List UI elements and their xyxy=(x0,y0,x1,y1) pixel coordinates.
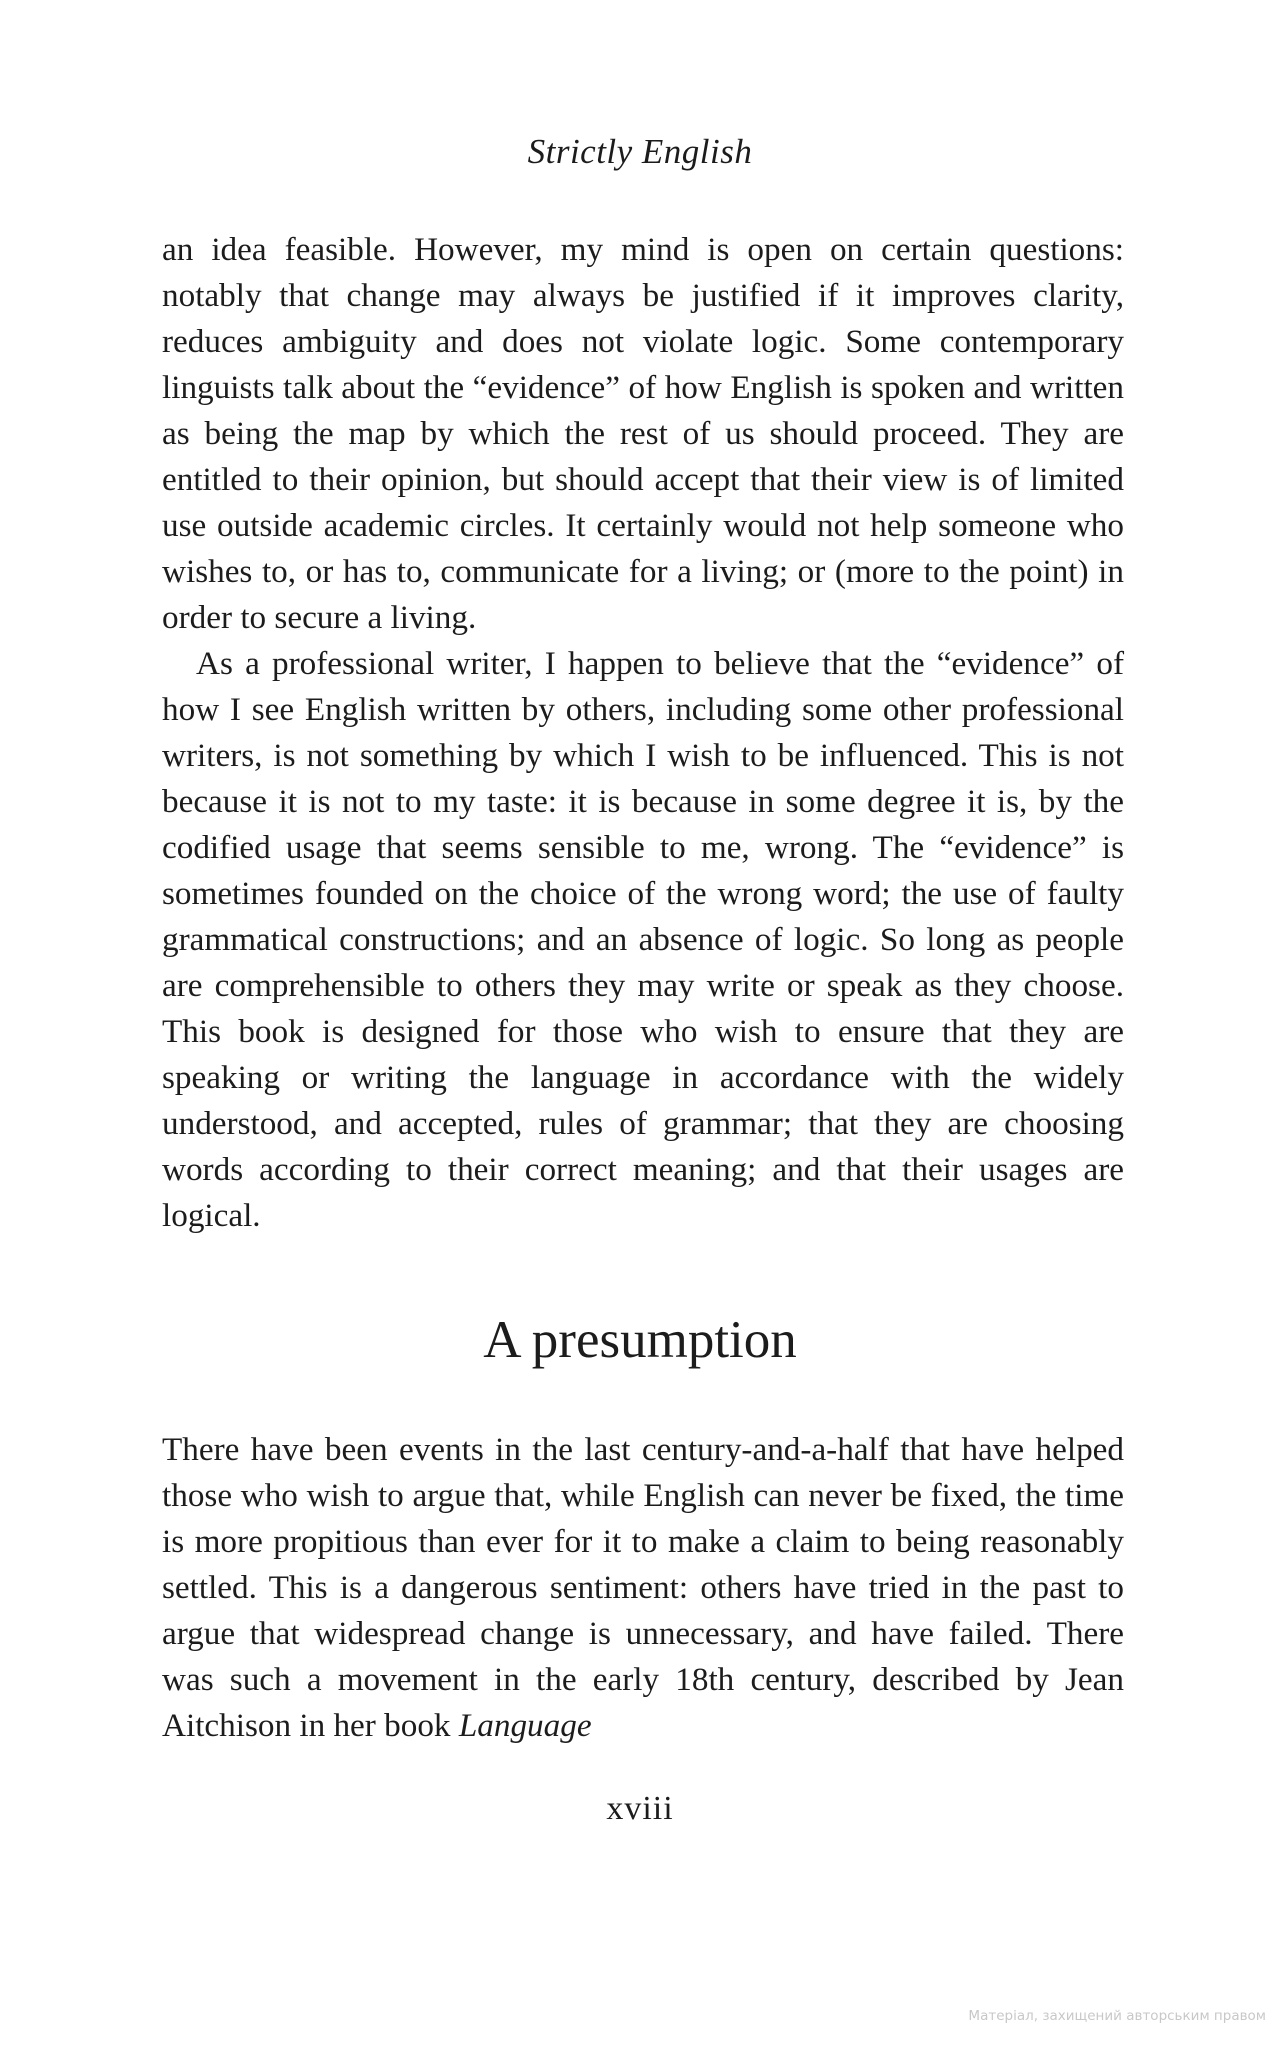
body-text-top xyxy=(162,227,1124,1239)
copyright-watermark: Матеріал, захищений авторським правом xyxy=(968,2008,1266,2024)
book-title-italic: Language xyxy=(458,1707,592,1744)
running-head: Strictly English xyxy=(527,132,753,171)
section-heading: A presumption xyxy=(483,1311,797,1369)
paragraph-1: an idea feasible. However, my mind is open on certain questions: notably that change may always be justified if it improves clarity, reduces ambiguity and does not violate logic. Some contemporary linguists talk about the “evidence” of how English is spoken and written as being the map by which the rest of us should proceed. They are entitled to their opinion, but should accept that their view is of limited use outside academic circles. It certainly would not help someone who wishes to, or has to, communicate for a living; or (more to the point) in order to secure a living. xyxy=(162,231,1124,636)
page-number: xviii xyxy=(606,1790,674,1827)
section-paragraph xyxy=(162,1427,1124,1749)
body-text-section xyxy=(162,1427,1124,1749)
section-paragraph-text: There have been events in the last century-and-a-half that have helped those who wish to argue that, while English can never be fixed, the time is more propitious than ever for it to make a claim to being reasonably settled. This is a dangerous sentiment: others have tried in the past to argue that widespread change is unnecessary, and have failed. There was such a movement in the early 18th century, described by Jean Aitchison in her book xyxy=(162,1431,1124,1744)
paragraph-2: As a professional writer, I happen to believe that the “evidence” of how I see English written by others, including some other professional writers, is not something by which I wish to be influenced. This is not because it is not to my taste: it is because in some degree it is, by the codified usage that seems sensible to me, wrong. The “evidence” is sometimes founded on the choice of the wrong word; the use of faulty grammatical constructions; and an absence of logic. So long as people are comprehensible to others they may write or speak as they choose. This book is designed for those who wish to ensure that they are speaking or writing the language in accordance with the widely understood, and accepted, rules of grammar; that they are choosing words according to their correct meaning; and that their usages are logical. xyxy=(162,645,1124,1234)
